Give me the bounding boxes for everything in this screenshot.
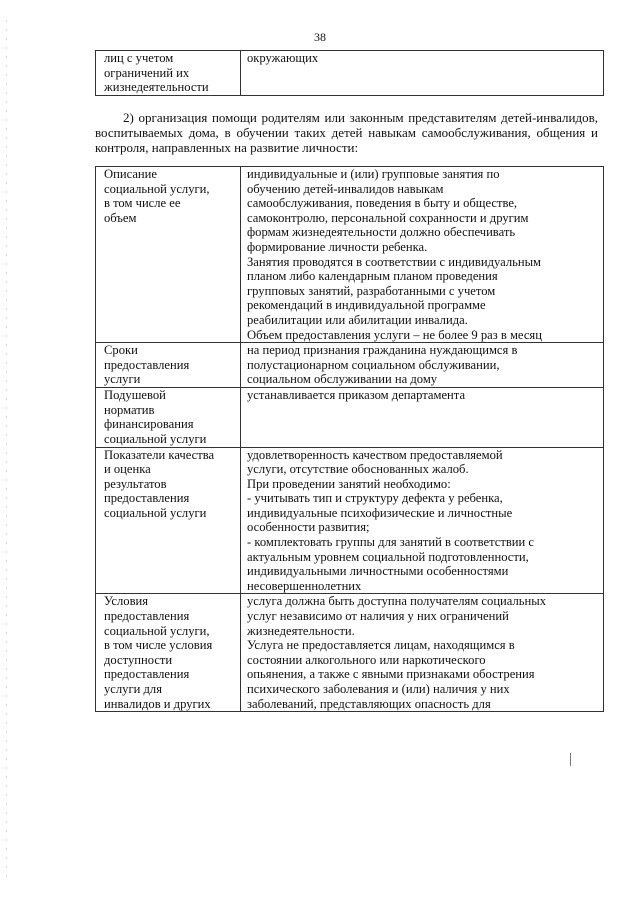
content-line: социальном обслуживании на дому bbox=[247, 372, 438, 387]
content-line: психического заболевания и (или) наличия у них bbox=[247, 682, 510, 696]
label-line: инвалидов и других bbox=[104, 696, 211, 711]
content-line: опьянения, а также с явными признаками обострения bbox=[247, 667, 535, 682]
label-line: и оценка bbox=[104, 462, 151, 477]
scan-edge-artifact bbox=[6, 20, 7, 880]
label-line: в том числе условия bbox=[104, 638, 213, 653]
label-line: жизнедеятельности bbox=[104, 80, 209, 95]
content-line: индивидуальными личностными особенностями bbox=[247, 564, 509, 579]
label-line: в том числе ее bbox=[104, 196, 181, 211]
content-line: окружающих bbox=[247, 51, 319, 65]
service-table bbox=[95, 166, 604, 712]
label-line: социальной услуги, bbox=[104, 623, 210, 638]
content-line: состоянии алкогольного или наркотического bbox=[247, 652, 486, 667]
continued-table bbox=[95, 50, 604, 96]
row-label-cell bbox=[96, 388, 241, 447]
content-line: - учитывать тип и структуру дефекта у ребенка, bbox=[247, 491, 503, 506]
label-line: лиц с учетом bbox=[104, 51, 174, 65]
table-row bbox=[96, 388, 604, 447]
content-line: заболеваний, представляющих опасность для bbox=[247, 696, 491, 711]
content-line: При проведении занятий необходимо: bbox=[247, 476, 451, 491]
label-line: норматив bbox=[104, 402, 155, 417]
row-content-cell bbox=[241, 167, 604, 343]
label-line: результатов bbox=[104, 476, 167, 491]
content-line: жизнедеятельности. bbox=[247, 623, 355, 638]
content-line: рекомендаций в индивидуальной программе bbox=[247, 298, 486, 313]
content-line: реабилитации или абилитации инвалида. bbox=[247, 312, 468, 327]
label-line: Условия bbox=[104, 594, 149, 609]
page-number: 38 bbox=[314, 30, 326, 44]
row-label-cell bbox=[96, 447, 241, 594]
row-content-cell bbox=[241, 447, 604, 594]
content-line: формам жизнедеятельности должно обеспечивать bbox=[247, 225, 516, 240]
content-line: несовершеннолетних bbox=[247, 578, 362, 593]
table-row bbox=[96, 343, 604, 388]
content-line: - комплектовать группы для занятий в соответствии с bbox=[247, 535, 535, 550]
row-label-cell bbox=[96, 167, 241, 343]
label-line: услуги для bbox=[104, 682, 163, 696]
label-line: предоставления bbox=[104, 357, 190, 372]
content-line: Объем предоставления услуги – не более 9 раз в месяц bbox=[247, 327, 542, 342]
content-line: индивидуальные и (или) групповые занятия по bbox=[247, 167, 500, 181]
label-line: предоставления bbox=[104, 667, 190, 682]
table-row bbox=[96, 51, 604, 96]
label-line: услуги bbox=[104, 372, 141, 387]
content-line: услуга должна быть доступна получателям социальных bbox=[247, 594, 547, 609]
row-content-cell bbox=[241, 51, 604, 96]
label-line: Показатели качества bbox=[104, 447, 215, 462]
content-line: формирование личности ребенка. bbox=[247, 239, 428, 254]
table-row bbox=[96, 447, 604, 594]
row-content-cell bbox=[241, 594, 604, 712]
row-content-cell bbox=[241, 343, 604, 388]
content-line: Занятия проводятся в соответствии с индивидуальным bbox=[247, 254, 542, 269]
content-line: групповых занятий, разработанными с учетом bbox=[247, 283, 496, 298]
label-line: Подушевой bbox=[104, 388, 166, 403]
content-line: полустационарном социальном обслуживании, bbox=[247, 357, 500, 372]
label-line: социальной услуги bbox=[104, 431, 207, 446]
content-line: особенности развития; bbox=[247, 520, 370, 535]
label-line: социальной услуги, bbox=[104, 181, 210, 196]
scan-mark bbox=[570, 753, 571, 766]
label-line: ограничений их bbox=[104, 65, 190, 80]
content-line: актуальным уровнем социальной подготовленности, bbox=[247, 549, 529, 564]
content-line: самообслуживания, поведения в быту и обществе, bbox=[247, 196, 518, 211]
label-line: доступности bbox=[104, 652, 173, 667]
content-line: устанавливается приказом департамента bbox=[247, 388, 466, 403]
content-line: обучению детей-инвалидов навыкам bbox=[247, 181, 444, 196]
row-content-cell bbox=[241, 388, 604, 447]
body-paragraph: 2) организация помощи родителям или законным представителям детей-инвалидов, воспитываемых дома, в обучении таких детей навыкам самообслуживания, общения и контроля, направленных на развитие личности: bbox=[95, 110, 598, 155]
content-line: услуг независимо от наличия у них ограничений bbox=[247, 609, 509, 624]
row-label-cell bbox=[96, 51, 241, 96]
row-label-cell bbox=[96, 343, 241, 388]
label-line: Сроки bbox=[104, 343, 138, 358]
label-line: объем bbox=[104, 210, 137, 225]
content-line: услуги, отсутствие обоснованных жалоб. bbox=[247, 462, 469, 477]
content-line: Услуга не предоставляется лицам, находящимся в bbox=[247, 638, 515, 653]
content-line: на период признания гражданина нуждающимся в bbox=[247, 343, 518, 358]
content-line: самоконтролю, персональной сохранности и другим bbox=[247, 210, 529, 225]
table-row bbox=[96, 167, 604, 343]
content-line: индивидуальные психофизические и личностные bbox=[247, 505, 513, 520]
content-line: удовлетворенность качеством предоставляемой bbox=[247, 447, 503, 462]
label-line: предоставления bbox=[104, 609, 190, 624]
label-line: Описание bbox=[104, 167, 157, 181]
content-line: планом либо календарным планом проведения bbox=[247, 269, 498, 284]
label-line: финансирования bbox=[104, 417, 194, 432]
row-label-cell bbox=[96, 594, 241, 712]
table-row bbox=[96, 594, 604, 712]
label-line: социальной услуги bbox=[104, 505, 207, 520]
label-line: предоставления bbox=[104, 491, 190, 506]
